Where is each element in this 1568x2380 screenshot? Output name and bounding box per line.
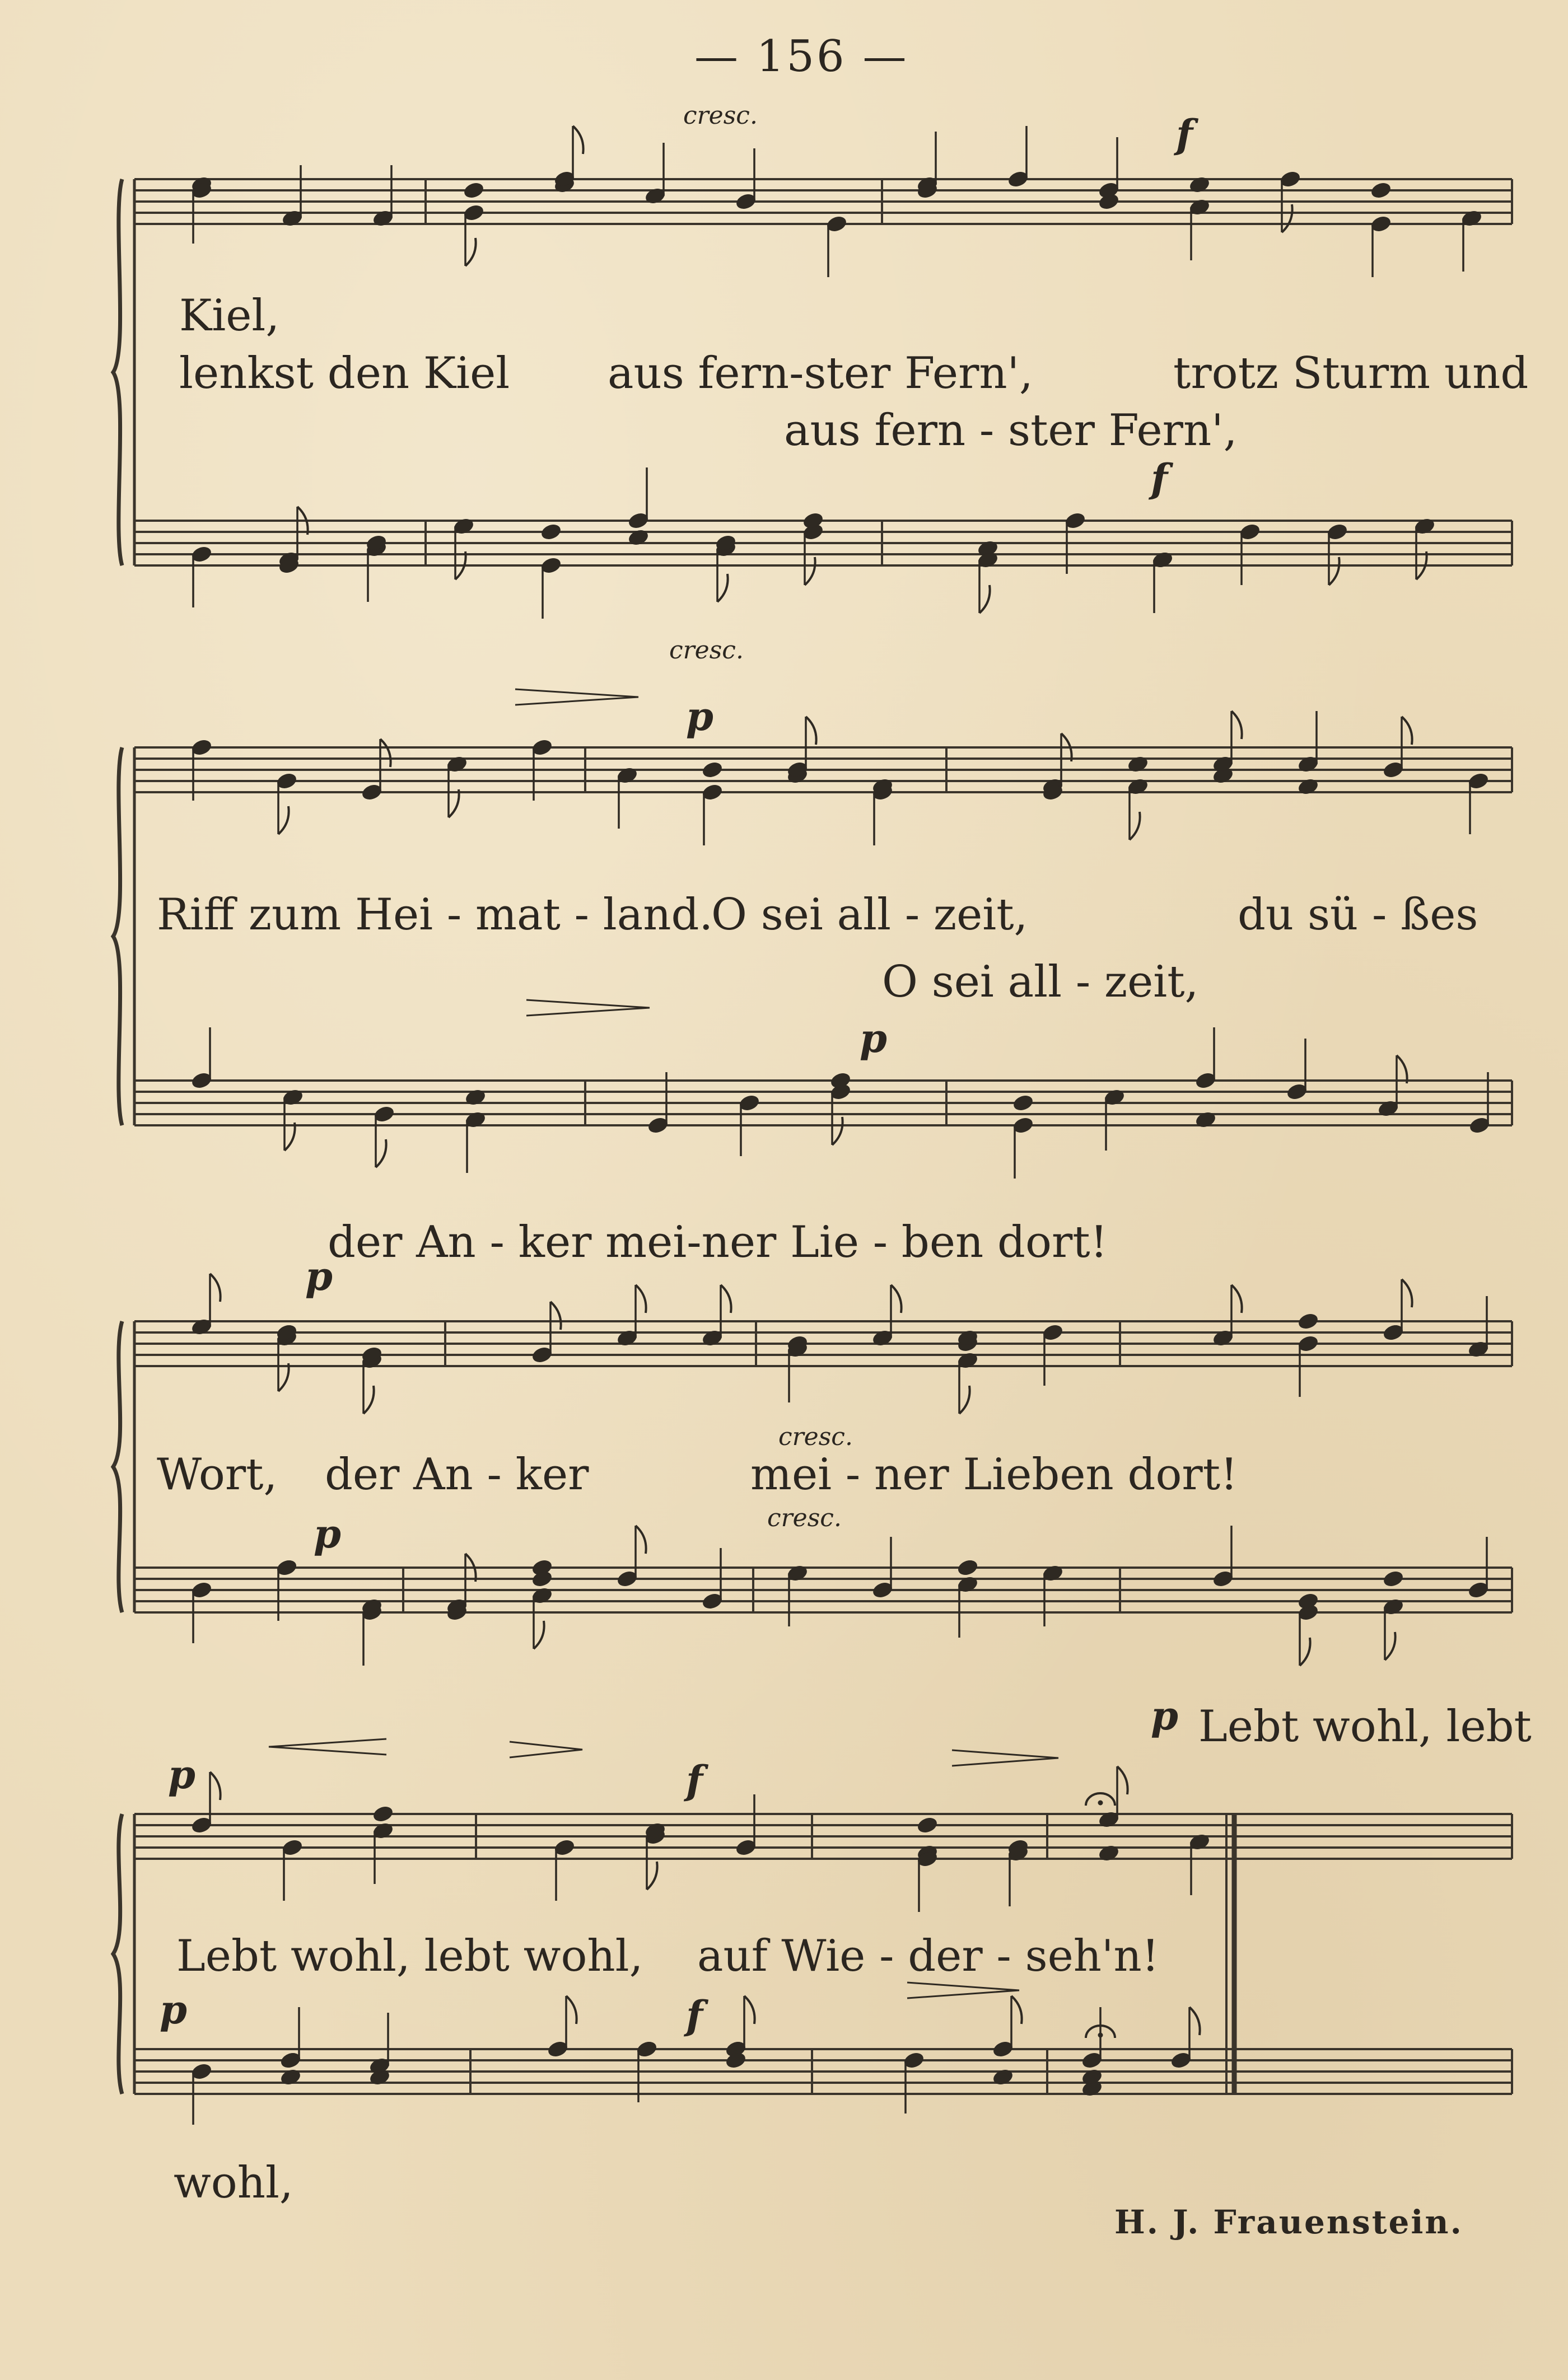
note-flag <box>717 574 728 602</box>
dynamic-f: f <box>1151 455 1168 502</box>
cresc-mark: cresc. <box>767 1504 842 1532</box>
note-flag <box>210 1274 221 1302</box>
decrescendo-hairpin <box>907 1982 1019 1998</box>
note-flag <box>805 557 815 585</box>
cresc-mark: cresc. <box>669 636 744 665</box>
note-flag <box>959 1386 970 1414</box>
note-flag <box>278 1363 289 1391</box>
lyric-line: Lebt wohl, lebt <box>1198 1701 1532 1752</box>
note-flag <box>1130 812 1140 840</box>
note-flag <box>979 585 990 613</box>
notehead <box>916 1816 939 1835</box>
brace <box>113 1814 122 2094</box>
lyric-line: auf Wie - der - seh'n! <box>697 1931 1160 1981</box>
note-flag <box>1397 1055 1407 1083</box>
dynamic-f: f <box>1176 111 1193 157</box>
note-flag <box>210 1772 221 1800</box>
note-flag <box>636 1285 646 1313</box>
notehead <box>1012 1093 1034 1112</box>
dynamic-p: p <box>305 1253 333 1299</box>
fermata-dot <box>1098 1801 1103 1805</box>
note-flag <box>647 1862 657 1890</box>
lyric-line: wohl, <box>174 2158 293 2208</box>
cresc-mark: cresc. <box>683 101 758 130</box>
note-flag <box>721 1285 731 1313</box>
note-flag <box>566 1996 577 2024</box>
dynamic-p: p <box>160 1986 187 2033</box>
note-flag <box>1117 1766 1128 1794</box>
notehead <box>1297 1312 1319 1331</box>
lyric-line: lenkst den Kiel <box>179 348 510 399</box>
notehead <box>372 1804 394 1823</box>
dynamic-p: p <box>1151 1692 1178 1739</box>
dynamic-f: f <box>686 1757 703 1803</box>
lyric-line: der An - ker <box>325 1449 589 1500</box>
lyric-line: aus fern-ster Fern', <box>608 348 1033 399</box>
lyric-line: O sei all - zeit, <box>711 890 1028 940</box>
note-flag <box>744 1996 755 2024</box>
lyric-line: Kiel, <box>179 291 280 341</box>
notehead <box>1382 1569 1404 1588</box>
note-flag <box>806 717 816 745</box>
note-flag <box>278 806 289 834</box>
lyric-line: du sü - ßes <box>1238 890 1478 940</box>
decrescendo-hairpin <box>510 1742 582 1757</box>
lyric-line: Lebt wohl, lebt wohl, <box>176 1931 643 1981</box>
note-flag <box>1282 204 1292 232</box>
cresc-mark: cresc. <box>778 1423 853 1451</box>
note-flag <box>363 1386 374 1414</box>
lyric-line: trotz Sturm und <box>1173 348 1529 399</box>
page-number: — 156 — <box>694 31 909 82</box>
note-flag <box>1189 2007 1200 2035</box>
notehead <box>1370 181 1392 200</box>
lyric-line: aus fern - ster Fern', <box>784 405 1238 456</box>
dynamic-f: f <box>686 1992 703 2038</box>
lyric-line: der An - ker mei-ner Lie - ben dort! <box>328 1217 1108 1268</box>
decrescendo-hairpin <box>526 1000 650 1016</box>
note-flag <box>380 739 391 767</box>
dynamic-p: p <box>860 1015 887 1062</box>
notehead <box>540 522 562 541</box>
brace <box>113 1321 122 1612</box>
note-flag <box>1385 1632 1396 1660</box>
note-flag <box>1300 1638 1310 1666</box>
notehead <box>463 181 485 200</box>
brace <box>113 179 122 565</box>
note-flag <box>891 1285 902 1313</box>
notehead <box>956 1558 979 1577</box>
notehead <box>701 760 724 779</box>
note-flag <box>1402 717 1412 745</box>
note-flag <box>449 789 459 817</box>
dynamic-p: p <box>314 1511 341 1557</box>
note-flag <box>1011 1996 1022 2024</box>
crescendo-hairpin <box>269 1739 386 1755</box>
lyric-line: mei - ner Lieben dort! <box>750 1449 1238 1500</box>
note-flag <box>284 1123 295 1151</box>
lyric-line: Riff zum Hei - mat - land. <box>157 890 713 940</box>
lyric-line: O sei all - zeit, <box>882 957 1199 1007</box>
dynamic-p: p <box>168 1751 195 1798</box>
dynamic-p: p <box>686 693 713 740</box>
note-flag <box>1231 711 1242 739</box>
note-flag <box>1402 1279 1412 1307</box>
decrescendo-hairpin <box>515 689 638 705</box>
note-flag <box>573 126 584 154</box>
note-flag <box>550 1302 561 1330</box>
composer-credit: H. J. Frauenstein. <box>1114 2203 1463 2241</box>
note-flag <box>1231 1285 1242 1313</box>
note-flag <box>1329 557 1340 585</box>
note-flag <box>465 238 476 266</box>
note-flag <box>376 1139 386 1167</box>
brace <box>113 747 122 1125</box>
lyric-line: Wort, <box>157 1449 278 1500</box>
fermata-dot <box>1098 2033 1103 2037</box>
note-flag <box>534 1621 544 1649</box>
decrescendo-hairpin <box>952 1750 1058 1766</box>
note-flag <box>636 1526 646 1554</box>
note-flag <box>832 1117 843 1145</box>
